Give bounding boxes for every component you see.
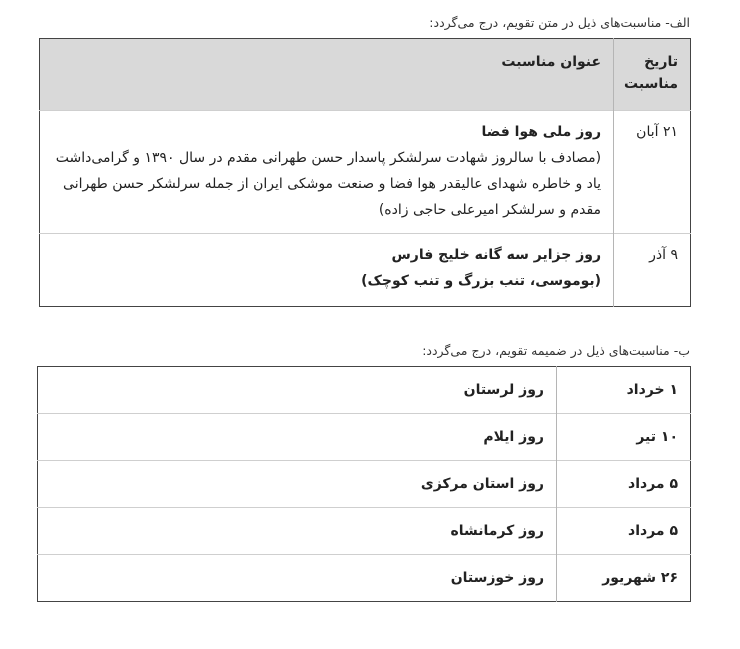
- table-row: [38, 555, 691, 602]
- appendix-title: روز کرمانشاه: [38, 508, 557, 555]
- table-row: [40, 111, 691, 234]
- occasion-cell: [40, 111, 614, 234]
- appendix-title: روز خوزستان: [38, 555, 557, 602]
- appendix-date: ۱۰ تیر: [557, 414, 691, 461]
- appendix-date: ۱ خرداد: [557, 367, 691, 414]
- occasions-table-appendix: [37, 366, 691, 602]
- occasion-subtitle: (بوموسی، تنب بزرگ و تنب کوچک): [361, 273, 602, 289]
- table-row: [38, 414, 691, 461]
- header-title: عنوان مناسبت: [40, 39, 614, 111]
- table-row: [40, 234, 691, 307]
- appendix-title: روز استان مرکزی: [38, 461, 557, 508]
- section-a-caption: الف- مناسبت‌های ذیل در متن تقویم، درج می‌گردد:: [429, 15, 690, 30]
- occasion-cell: [40, 234, 614, 307]
- occasion-date: ۲۱ آبان: [614, 111, 691, 234]
- appendix-date: ۵ مرداد: [557, 508, 691, 555]
- appendix-date: ۲۶ شهریور: [557, 555, 691, 602]
- occasion-title: روز ملی هوا فضا: [481, 124, 602, 140]
- section-b-caption: ب- مناسبت‌های ذیل در ضمیمه تقویم، درج می‌گردد:: [422, 343, 690, 358]
- table-row: [38, 367, 691, 414]
- appendix-date: ۵ مرداد: [557, 461, 691, 508]
- table-row: [38, 461, 691, 508]
- occasion-title: روز جزایر سه گانه خلیج فارس: [391, 247, 602, 263]
- appendix-title: روز لرستان: [463, 382, 544, 398]
- table-header-row: [40, 39, 691, 111]
- table-row: [38, 508, 691, 555]
- occasions-table-main: [39, 38, 691, 307]
- appendix-title: روز ایلام: [38, 414, 557, 461]
- header-date: تاریخ مناسبت: [614, 39, 691, 111]
- occasion-description: (مصادف با سالروز شهادت سرلشکر پاسدار حسن طهرانی مقدم در سال ۱۳۹۰ و گرامی‌داشت یاد و خاطره شهدای عالیقدر هوا فضا و صنعت موشکی ایران از جمله سرلشکر حسن طهرانی مقدم و سرلشکر امیرعلی حاجی زاده): [55, 150, 602, 218]
- occasion-date: ۹ آذر: [614, 234, 691, 307]
